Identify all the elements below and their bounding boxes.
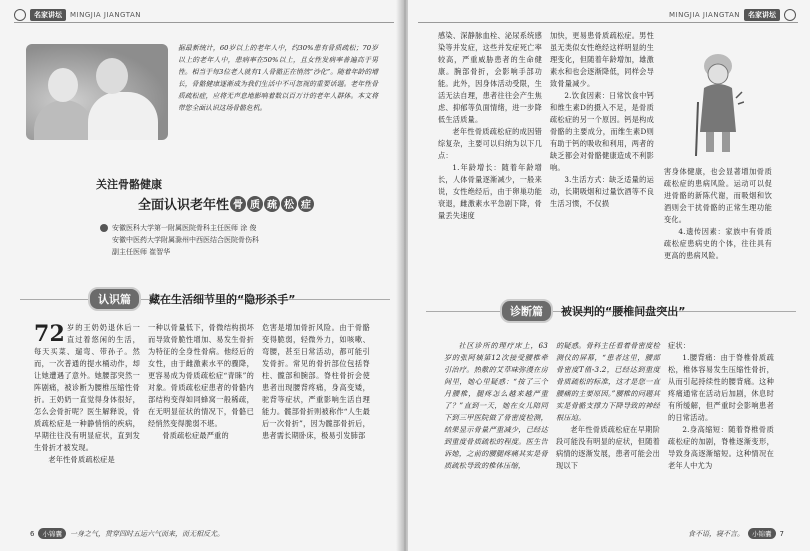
- drop-cap: 72: [34, 321, 66, 347]
- right-footer: [688, 528, 784, 539]
- text-column-4: [444, 340, 548, 520]
- text-column-6: [668, 340, 774, 520]
- title-circled-char: 疏: [264, 196, 280, 212]
- text-column-5: [556, 340, 660, 520]
- paragraph: 感染、深静脉血栓、泌尿系统感染等并发症，这些并发症死亡率较高，严重威胁患者的生命健康。腕部骨折，会影响手部功能。此外，因身体活动受限，生活无法自理，患者往往会产生焦虑、抑郁等负面情绪，进一步降低生活质量。: [438, 31, 542, 124]
- footer-motto: 一身之气，贯穿四时五运六气而来，而无相反尤。: [69, 529, 224, 538]
- paragraph: 老年性骨质疏松症是: [48, 455, 115, 464]
- header-tag: 名家讲坛: [30, 9, 66, 21]
- left-footer: [30, 528, 224, 539]
- elderly-couple-photo: [26, 44, 168, 140]
- author-line: 副主任医师 崔智华: [112, 248, 171, 256]
- section-title: 被误判的“腰椎间盘突出”: [561, 305, 686, 318]
- text-column-3: [664, 166, 772, 286]
- paragraph: 一种以骨量低下，骨微结构损坏而导致骨脆性增加、易发生骨折为特征的全身性骨病。他经后的女性，由于雌激素水平的骤降，更容易成为骨质疏松症“青睐”的对象。骨质疏松症患者的骨骼内部结构变得如同蜂窝一般稀疏，在无明显征状的情况下，骨骼已经悄然变得脆弱不堪。: [148, 323, 254, 428]
- section-badge: 认识篇: [88, 287, 141, 311]
- left-header: [14, 8, 141, 22]
- footer-badge: 小锦囊: [748, 528, 776, 539]
- paragraph: 2.身高缩短：随着脊椎骨质疏松症的加剧，脊椎逐渐变形，导致身高逐渐缩短。这种情况在老年人中尤为: [668, 425, 774, 470]
- paragraph: 的疑惑。骨科主任看着骨密度检测仪的屏幕，“患者这里，腰部骨密度T值-3.2，已经达到重度骨质疏松的标准，这才是您一直腰痛的主要原因。”腰椎的问题其实是骨骼支撑力下降导致的神经根压迫。: [556, 341, 660, 422]
- section-heading: [500, 300, 685, 322]
- logo-icon: [14, 9, 26, 21]
- footer-motto: 食不语，寝不言。: [688, 529, 745, 538]
- section-title: 藏在生活细节里的“隐形杀手”: [149, 293, 296, 306]
- header-rule: [418, 22, 798, 23]
- title-circled-char: 症: [298, 196, 314, 212]
- paragraph: 危害是增加骨折风险。由于骨骼变得脆弱，轻微外力，如咳嗽、弯腰，甚至日常活动，都可能引发骨折。常见的骨折部位包括脊柱、髋部和腕部。脊柱骨折会使患者出现腰背疼痛，身高变矮，驼背等症状，严重影响生活自理能力。髋部骨折则被称作“人生最后一次骨折”，因为髋部骨折后，患者需长期卧床，极易引发肺部: [262, 323, 370, 440]
- header-en: MINGJIA JIANGTAN: [669, 11, 740, 19]
- header-tag: 名家讲坛: [744, 9, 780, 21]
- title-circled-char: 骨: [230, 196, 246, 212]
- text-column-1: [438, 30, 542, 280]
- text-column-3: [262, 322, 370, 512]
- author-bullet-icon: [100, 224, 108, 232]
- author-line: 安徽医科大学第一附属医院骨科主任医师 涂 俊: [112, 224, 257, 232]
- right-page: [408, 0, 810, 551]
- section-heading: [88, 288, 295, 310]
- article-title-line1: 关注骨骼健康: [96, 178, 162, 191]
- paragraph: 3.生活方式：缺乏适量的运动，长期吸烟和过量饮酒等不良生活习惯，不仅损: [550, 175, 654, 208]
- right-header: [669, 8, 796, 22]
- title-circled-char: 质: [247, 196, 263, 212]
- elderly-woman-illustration: [692, 52, 744, 158]
- paragraph: 老年性骨质疏松症在早期阶段可能没有明显的症状，但随着病情的逐渐发展，患者可能会出现以下: [556, 425, 660, 470]
- paragraph: 1.腰背痛：由于脊椎骨质疏松，椎体容易发生压缩性骨折，从而引起持续性的腰背痛。这种疼痛通常在活动后加剧，休息时有所缓解，但严重时会影响患者的日常活动。: [668, 353, 774, 422]
- article-title-line2: [138, 194, 314, 213]
- title-circled-char: 松: [281, 196, 297, 212]
- paragraph: 岁的王奶奶退休后一直过着悠闲的生活，每天买菜、遛弯、带孙子。然而，一次普通的提水桶动作，却让她遭遇了意外。她腰部突然一阵剧痛，被诊断为腰椎压缩性骨折。王奶奶一直觉得身体很好，怎么会骨折呢？医生解释说，骨质疏松症是一种静悄悄的疾病，早期往往没有明显症状，直到发生骨折才被发现。: [34, 323, 140, 452]
- intro-paragraph: 据最新统计，60岁以上的老年人中，约30%患有骨质疏松；70岁以上的老年人中，患病率在50%以上，且女性发病率普遍高于男性。相当于每3位老人就有1人骨骼正在悄然“沙化”。随着年龄的增长，骨骼健康逐渐成为我们生活中不可忽视的重要话题。老年性骨质疏松症，应将无声息地影响着数以百万计的老年人群体。本文将带您全面认识这场骨骼危机。: [178, 44, 378, 112]
- author-line: 安徽中医药大学附属滁州中西医结合医院骨伤科: [112, 236, 259, 244]
- paragraph: 老年性骨质疏松症的成因错综复杂，主要可以归纳为以下几点：: [438, 127, 542, 160]
- text-column-1: [34, 322, 140, 512]
- logo-icon: [784, 9, 796, 21]
- left-page: [0, 0, 402, 551]
- paragraph: 社区诊所的理疗床上，63岁的张阿姨第12次接受腰椎牵引治疗。热敷的艾草味弥漫在房间里，她心里疑惑：“按了三个月腰椎，腿疼怎么越来越严重了？”直到一天，她在女儿陪同下到三甲医院做了骨密度检测，结果显示骨量严重减少，已经达到重度骨质疏松的程度。医生告诉她，之前的腰腿疼痛其实是骨质疏松导致的椎体压缩，: [444, 341, 548, 470]
- title-prefix: 全面认识老年性: [138, 198, 230, 213]
- paragraph: 2.饮食因素：日常饮食中钙和维生素D的摄入不足，是骨质疏松症的另一个原因。钙是构成骨骼的主要成分，而维生素D则有助于钙的吸收和利用，两者的缺乏都会对骨骼健康造成不利影响。: [550, 91, 654, 172]
- text-column-2: [550, 30, 654, 280]
- page-number: 7: [779, 529, 784, 538]
- footer-badge: 小锦囊: [38, 528, 66, 539]
- paragraph: 1.年龄增长：随着年龄增长，人体骨量逐渐减少，一般来说，女性绝经后，由于卵巢功能衰退，雌激素水平急剧下降，骨量丢失速度: [438, 163, 542, 220]
- paragraph: 害身体健康，也会显著增加骨质疏松症的患病风险。运动可以促进骨骼的新陈代谢，而吸烟和饮酒则会干扰骨骼的正常生理功能变化。: [664, 167, 772, 224]
- text-column-2: [148, 322, 254, 512]
- section-badge: 诊断篇: [500, 299, 553, 323]
- header-rule: [14, 22, 394, 23]
- page-number: 6: [30, 529, 35, 538]
- paragraph: 加快，更易患骨质疏松症。男性虽无类似女性绝经这样明显的生理变化，但随着年龄增加，雄激素水和也会逐渐降低，同样会导致骨量减少。: [550, 31, 654, 88]
- header-en: MINGJIA JIANGTAN: [70, 11, 141, 19]
- author-block: [112, 222, 259, 258]
- paragraph: 骨质疏松症最严重的: [162, 431, 229, 440]
- paragraph: 4.遗传因素：家族中有骨质疏松症患病史的个体，往往具有更高的患病风险。: [664, 227, 772, 260]
- paragraph: 症状：: [668, 341, 691, 350]
